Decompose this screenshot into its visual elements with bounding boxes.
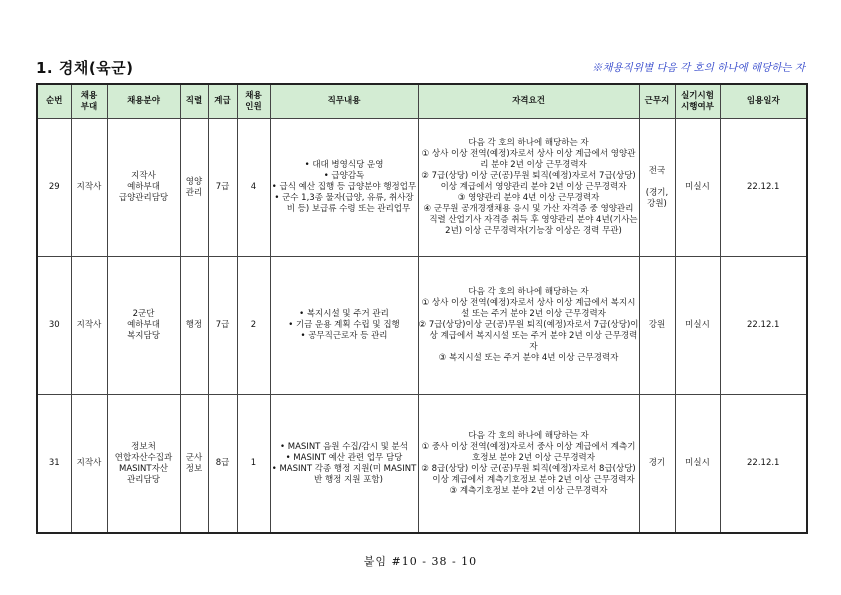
qualification-item: ② 7급(상당) 이상 군(공)무원 퇴직(예정)자로서 7급(상당) 이상 계급에서 영양관리 분야 2년 이상 근무경력자 — [421, 171, 636, 192]
cell-qualifications — [418, 257, 639, 395]
eligibility-note: ※채용직위별 다음 각 호의 하나에 해당하는 자 — [591, 62, 805, 74]
qualification-item: ③ 복지시설 또는 주거 분야 4년 이상 근무경력자 — [438, 353, 619, 363]
cell-practical: 미실시 — [675, 395, 720, 534]
cell-series: 영양 관리 — [180, 119, 208, 257]
duty-item: • 기금 운용 계획 수립 및 집행 — [271, 320, 418, 331]
cell-no: 30 — [37, 257, 71, 395]
duties-list — [271, 160, 418, 215]
duty-item: • 공무직근로자 등 관리 — [271, 331, 418, 342]
cell-count: 1 — [237, 395, 270, 534]
cell-date: 22.12.1 — [720, 395, 807, 534]
cell-field: 정보처 연합자산수집과 MASINT자산 관리담당 — [107, 395, 180, 534]
cell-duties — [270, 395, 418, 534]
cell-series: 군사 정보 — [180, 395, 208, 534]
qualification-item: 다음 각 호의 하나에 해당하는 자 — [468, 287, 589, 297]
cell-practical: 미실시 — [675, 257, 720, 395]
cell-date: 22.12.1 — [720, 257, 807, 395]
duty-item: • MASINT 음원 수집/감시 및 분석 — [271, 442, 418, 453]
cell-no: 31 — [37, 395, 71, 534]
recruitment-table — [36, 83, 808, 534]
cell-location: 경기 — [639, 395, 675, 534]
cell-unit: 지작사 — [71, 257, 107, 395]
duty-item: • MASINT 각종 행정 지원(미 MASINT반 행정 지원 포함) — [271, 464, 418, 486]
header-row — [37, 84, 807, 119]
duty-item: • 군수 1,3종 물자(급양, 유류, 취사장비 등) 보급류 수령 또는 관리업무 — [271, 193, 418, 215]
table-row — [37, 257, 807, 395]
qualification-item: ④ 군무원 공개경쟁채용 응시 및 가산 자격증 중 영양관리 직렬 산업기사 자격증 취득 후 영양관리 분야 4년(기사는 2년) 이상 근무경력자(기능장 이상은 경력 무관) — [423, 204, 638, 236]
duty-item: • 대대 병영식당 운영 — [271, 160, 418, 171]
qualification-item: ① 상사 이상 전역(예정)자로서 상사 이상 계급에서 복지시설 또는 주거 분야 2년 이상 근무경력자 — [421, 298, 636, 319]
duty-item: • 복지시설 및 주거 관리 — [271, 309, 418, 320]
cell-grade: 8급 — [208, 395, 237, 534]
col-practical-header: 실기시험 시행여부 — [675, 84, 720, 119]
qualification-item: ③ 계측기호정보 분야 2년 이상 근무경력자 — [449, 485, 608, 496]
qualification-item: ② 8급(상당) 이상 군(공)무원 퇴직(예정)자로서 8급(상당) 이상 계급에서 계측기호정보 분야 2년 이상 근무경력자 — [421, 463, 636, 485]
cell-date: 22.12.1 — [720, 119, 807, 257]
col-qualifications-header: 자격요건 — [418, 84, 639, 119]
qualification-item: 다음 각 호의 하나에 해당하는 자 — [468, 430, 589, 441]
cell-location: 강원 — [639, 257, 675, 395]
col-duties-header: 직무내용 — [270, 84, 418, 119]
qualification-item: ③ 영양관리 분야 4년 이상 근무경력자 — [457, 193, 600, 203]
duties-list — [271, 442, 418, 486]
col-location-header: 근무지 — [639, 84, 675, 119]
duty-item: • MASINT 예산 관련 업무 담당 — [271, 453, 418, 464]
table-row — [37, 395, 807, 534]
cell-duties — [270, 119, 418, 257]
qualification-item: ② 7급(상당)이상 군(공)무원 퇴직(예정)자로서 7급(상당)이상 계급에서 복지시설 또는 주거 분야 2년 이상 근무경력자 — [418, 320, 639, 352]
cell-grade: 7급 — [208, 119, 237, 257]
cell-unit: 지작사 — [71, 395, 107, 534]
qualification-item: ① 중사 이상 전역(예정)자로서 중사 이상 계급에서 계측기호정보 분야 2년 이상 근무경력자 — [421, 441, 636, 463]
cell-grade: 7급 — [208, 257, 237, 395]
cell-qualifications — [418, 119, 639, 257]
col-field-header: 채용분야 — [107, 84, 180, 119]
section-title: 1. 경채(육군) — [36, 59, 134, 77]
page-footer: 붙임 #10 - 38 - 10 — [363, 555, 478, 568]
col-series-header: 직렬 — [180, 84, 208, 119]
cell-count: 4 — [237, 119, 270, 257]
duty-item: • 급식 예산 집행 등 급양분야 행정업무 — [271, 182, 418, 193]
table-row — [37, 119, 807, 257]
col-no-header: 순번 — [37, 84, 71, 119]
qualification-item: ① 상사 이상 전역(예정)자로서 상사 이상 계급에서 영양관리 분야 2년 이상 근무경력자 — [421, 149, 636, 170]
table-body — [37, 119, 807, 534]
cell-unit: 지작사 — [71, 119, 107, 257]
duties-list — [271, 309, 418, 342]
cell-field: 지작사 예하부대 급양관리담당 — [107, 119, 180, 257]
col-unit-header: 채용 부대 — [71, 84, 107, 119]
col-grade-header: 계급 — [208, 84, 237, 119]
cell-location: 전국 (경기, 강원) — [639, 119, 675, 257]
cell-series: 행정 — [180, 257, 208, 395]
cell-practical: 미실시 — [675, 119, 720, 257]
cell-no: 29 — [37, 119, 71, 257]
cell-count: 2 — [237, 257, 270, 395]
col-date-header: 임용일자 — [720, 84, 807, 119]
cell-duties — [270, 257, 418, 395]
cell-qualifications — [418, 395, 639, 534]
cell-field: 2군단 예하부대 복지담당 — [107, 257, 180, 395]
qualification-item: 다음 각 호의 하나에 해당하는 자 — [468, 138, 589, 148]
col-count-header: 채용 인원 — [237, 84, 270, 119]
duty-item: • 급양감독 — [271, 171, 418, 182]
